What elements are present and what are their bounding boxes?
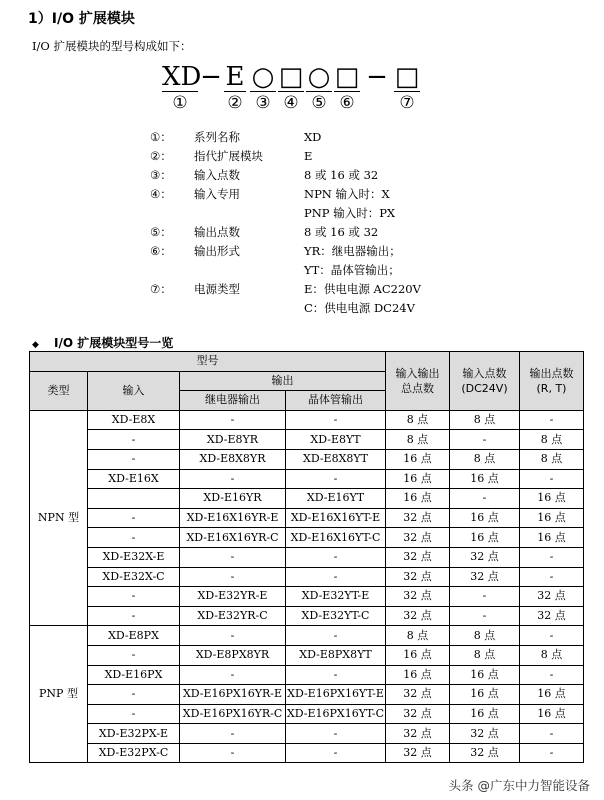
cell-input-points: - bbox=[450, 587, 520, 607]
legend-name: 电源类型 bbox=[194, 282, 240, 296]
cell-input-points: 16 点 bbox=[450, 704, 520, 724]
cell-total-points: 32 点 bbox=[386, 547, 450, 567]
legend-name: 输出点数 bbox=[194, 225, 240, 239]
cell-output-points: 32 点 bbox=[520, 587, 584, 607]
model-code-formula bbox=[162, 62, 432, 120]
cell-input-model: - bbox=[88, 645, 180, 665]
cell-relay-model: - bbox=[180, 724, 286, 744]
cell-transistor-model: - bbox=[286, 626, 386, 646]
cell-input-points: 8 点 bbox=[450, 449, 520, 469]
table-row bbox=[30, 430, 584, 450]
code-segment: XD bbox=[162, 62, 202, 92]
header-input-points-line2: (DC24V) bbox=[461, 381, 508, 395]
legend-value: YT：晶体管输出； bbox=[304, 263, 400, 277]
cell-relay-model: XD-E8PX8YR bbox=[180, 645, 286, 665]
cell-relay-model: - bbox=[180, 410, 286, 430]
header-input-points bbox=[450, 352, 520, 411]
code-marker: ① bbox=[172, 93, 188, 113]
legend-row bbox=[150, 204, 454, 223]
cell-input-points: 16 点 bbox=[450, 685, 520, 705]
cell-total-points: 16 点 bbox=[386, 665, 450, 685]
legend-value: E：供电电源 AC220V bbox=[304, 282, 421, 296]
cell-input-model: XD-E32PX-C bbox=[88, 743, 180, 763]
cell-relay-model: - bbox=[180, 547, 286, 567]
cell-relay-model: XD-E16YR bbox=[180, 489, 286, 509]
cell-transistor-model: - bbox=[286, 665, 386, 685]
cell-transistor-model: - bbox=[286, 410, 386, 430]
code-dash: − bbox=[366, 62, 388, 92]
model-list-title bbox=[32, 334, 173, 351]
cell-input-points: - bbox=[450, 489, 520, 509]
cell-input-model: XD-E32X-E bbox=[88, 547, 180, 567]
table-row bbox=[30, 469, 584, 489]
code-circle: ○ bbox=[251, 62, 275, 92]
cell-input-points: 32 点 bbox=[450, 547, 520, 567]
legend-number: ③： bbox=[150, 168, 172, 182]
legend-name: 输入专用 bbox=[194, 187, 240, 201]
legend-value: E bbox=[304, 149, 313, 163]
cell-input-points: 8 点 bbox=[450, 410, 520, 430]
code-marker: ⑦ bbox=[399, 93, 415, 113]
cell-transistor-model: - bbox=[286, 547, 386, 567]
cell-total-points: 8 点 bbox=[386, 430, 450, 450]
table-row bbox=[30, 508, 584, 528]
legend-number: ⑥： bbox=[150, 244, 172, 258]
cell-type: PNP 型 bbox=[30, 626, 88, 763]
legend-number: ④： bbox=[150, 187, 172, 201]
cell-total-points: 32 点 bbox=[386, 704, 450, 724]
cell-input-points: 32 点 bbox=[450, 724, 520, 744]
cell-total-points: 32 点 bbox=[386, 743, 450, 763]
cell-total-points: 16 点 bbox=[386, 449, 450, 469]
legend-name: 输入点数 bbox=[194, 168, 240, 182]
cell-input-points: - bbox=[450, 606, 520, 626]
cell-input-points: 8 点 bbox=[450, 626, 520, 646]
code-square: □ bbox=[394, 62, 420, 92]
cell-total-points: 32 点 bbox=[386, 508, 450, 528]
legend-row bbox=[150, 166, 454, 185]
cell-relay-model: XD-E16X16YR-C bbox=[180, 528, 286, 548]
cell-input-model: XD-E8PX bbox=[88, 626, 180, 646]
cell-input-points: 8 点 bbox=[450, 645, 520, 665]
cell-total-points: 16 点 bbox=[386, 469, 450, 489]
header-model: 型号 bbox=[30, 352, 386, 372]
cell-output-points: - bbox=[520, 410, 584, 430]
table-row bbox=[30, 743, 584, 763]
code-dash: − bbox=[200, 62, 222, 92]
cell-input-model: - bbox=[88, 528, 180, 548]
legend-value: NPN 输入时：X bbox=[304, 187, 390, 201]
legend-name: 输出形式 bbox=[194, 244, 240, 258]
legend-value: PNP 输入时：PX bbox=[304, 206, 396, 220]
table-row bbox=[30, 449, 584, 469]
code-circle: ○ bbox=[307, 62, 331, 92]
cell-input-model: XD-E32PX-E bbox=[88, 724, 180, 744]
code-segment: E bbox=[225, 62, 245, 92]
cell-transistor-model: XD-E16X16YT-C bbox=[286, 528, 386, 548]
cell-input-model: XD-E16PX bbox=[88, 665, 180, 685]
header-output-points-line2: (R, T) bbox=[536, 381, 567, 395]
table-row bbox=[30, 410, 584, 430]
header-output-points-line1: 输出点数 bbox=[529, 366, 574, 380]
cell-total-points: 32 点 bbox=[386, 724, 450, 744]
table-row bbox=[30, 685, 584, 705]
intro-text: I/O 扩展模块的型号构成如下： bbox=[32, 39, 192, 53]
code-marker: ⑥ bbox=[339, 93, 355, 113]
legend-row bbox=[150, 242, 454, 261]
bullet-icon: ◆ bbox=[32, 340, 39, 350]
table-row bbox=[30, 528, 584, 548]
cell-output-points: - bbox=[520, 626, 584, 646]
code-square: □ bbox=[334, 62, 360, 92]
cell-input-model: - bbox=[88, 587, 180, 607]
legend-value: C：供电电源 DC24V bbox=[304, 301, 415, 315]
cell-transistor-model: - bbox=[286, 469, 386, 489]
cell-input-points: 16 点 bbox=[450, 665, 520, 685]
cell-input-points: 16 点 bbox=[450, 469, 520, 489]
header-transistor-output: 晶体管输出 bbox=[286, 391, 386, 411]
cell-output-points: 16 点 bbox=[520, 704, 584, 724]
header-relay-output: 继电器输出 bbox=[180, 391, 286, 411]
cell-total-points: 32 点 bbox=[386, 528, 450, 548]
cell-output-points: - bbox=[520, 724, 584, 744]
legend-row bbox=[150, 223, 454, 242]
code-legend bbox=[150, 128, 454, 318]
cell-output-points: 16 点 bbox=[520, 489, 584, 509]
table-body bbox=[30, 410, 584, 763]
cell-input-model: - bbox=[88, 430, 180, 450]
cell-total-points: 32 点 bbox=[386, 567, 450, 587]
code-marker: ⑤ bbox=[311, 93, 327, 113]
table-row bbox=[30, 704, 584, 724]
code-marker: ② bbox=[227, 93, 243, 113]
header-input-points-line1: 输入点数 bbox=[462, 366, 507, 380]
cell-total-points: 32 点 bbox=[386, 587, 450, 607]
cell-output-points: - bbox=[520, 665, 584, 685]
cell-output-points: 16 点 bbox=[520, 508, 584, 528]
cell-relay-model: XD-E32YR-E bbox=[180, 587, 286, 607]
cell-input-points: - bbox=[450, 430, 520, 450]
cell-transistor-model: - bbox=[286, 724, 386, 744]
cell-relay-model: - bbox=[180, 469, 286, 489]
header-input: 输入 bbox=[88, 371, 180, 410]
cell-transistor-model: - bbox=[286, 567, 386, 587]
cell-relay-model: XD-E16PX16YR-C bbox=[180, 704, 286, 724]
cell-output-points: - bbox=[520, 547, 584, 567]
cell-transistor-model: XD-E8X8YT bbox=[286, 449, 386, 469]
model-table bbox=[29, 351, 584, 763]
cell-output-points: - bbox=[520, 469, 584, 489]
header-total-line2: 总点数 bbox=[401, 381, 434, 395]
watermark-text: 头条 @广东中力智能设备 bbox=[448, 778, 590, 793]
cell-total-points: 8 点 bbox=[386, 626, 450, 646]
legend-row bbox=[150, 128, 454, 147]
table-row bbox=[30, 606, 584, 626]
code-marker: ③ bbox=[255, 93, 271, 113]
legend-value: 8 或 16 或 32 bbox=[304, 168, 379, 182]
cell-input-model: XD-E32X-C bbox=[88, 567, 180, 587]
legend-name: 系列名称 bbox=[194, 130, 240, 144]
table-row bbox=[30, 724, 584, 744]
cell-input-model: XD-E8X bbox=[88, 410, 180, 430]
model-list-title-text: I/O 扩展模块型号一览 bbox=[54, 336, 174, 350]
code-marker: ④ bbox=[283, 93, 299, 113]
header-total-points bbox=[386, 352, 450, 411]
cell-total-points: 32 点 bbox=[386, 606, 450, 626]
table-row bbox=[30, 489, 584, 509]
table-row bbox=[30, 626, 584, 646]
cell-total-points: 32 点 bbox=[386, 685, 450, 705]
cell-total-points: 8 点 bbox=[386, 410, 450, 430]
legend-number: ①： bbox=[150, 130, 172, 144]
cell-relay-model: XD-E32YR-C bbox=[180, 606, 286, 626]
legend-name: 指代扩展模块 bbox=[194, 149, 263, 163]
cell-input-points: 16 点 bbox=[450, 528, 520, 548]
cell-transistor-model: XD-E32YT-E bbox=[286, 587, 386, 607]
cell-input-points: 16 点 bbox=[450, 508, 520, 528]
cell-input-model bbox=[88, 489, 180, 509]
header-output-points bbox=[520, 352, 584, 411]
cell-input-model: - bbox=[88, 704, 180, 724]
table-header bbox=[30, 352, 584, 411]
legend-row bbox=[150, 299, 454, 318]
table-row bbox=[30, 665, 584, 685]
cell-relay-model: - bbox=[180, 743, 286, 763]
legend-number: ⑤： bbox=[150, 225, 172, 239]
cell-input-points: 32 点 bbox=[450, 567, 520, 587]
legend-row bbox=[150, 147, 454, 166]
cell-total-points: 16 点 bbox=[386, 489, 450, 509]
cell-output-points: 8 点 bbox=[520, 645, 584, 665]
table-row bbox=[30, 567, 584, 587]
code-square: □ bbox=[278, 62, 304, 92]
cell-relay-model: - bbox=[180, 567, 286, 587]
legend-row bbox=[150, 261, 454, 280]
table-row bbox=[30, 645, 584, 665]
cell-transistor-model: XD-E16PX16YT-C bbox=[286, 704, 386, 724]
legend-row bbox=[150, 185, 454, 204]
cell-transistor-model: XD-E8PX8YT bbox=[286, 645, 386, 665]
cell-output-points: 16 点 bbox=[520, 528, 584, 548]
cell-transistor-model: - bbox=[286, 743, 386, 763]
cell-input-model: - bbox=[88, 685, 180, 705]
cell-input-points: 32 点 bbox=[450, 743, 520, 763]
cell-relay-model: XD-E8X8YR bbox=[180, 449, 286, 469]
cell-output-points: - bbox=[520, 567, 584, 587]
cell-output-points: 16 点 bbox=[520, 685, 584, 705]
cell-relay-model: - bbox=[180, 626, 286, 646]
cell-relay-model: - bbox=[180, 665, 286, 685]
cell-relay-model: XD-E16X16YR-E bbox=[180, 508, 286, 528]
cell-transistor-model: XD-E8YT bbox=[286, 430, 386, 450]
legend-value: YR：继电器输出； bbox=[304, 244, 401, 258]
section-title: 1）I/O 扩展模块 bbox=[28, 11, 135, 27]
cell-relay-model: XD-E8YR bbox=[180, 430, 286, 450]
cell-total-points: 16 点 bbox=[386, 645, 450, 665]
cell-output-points: 8 点 bbox=[520, 449, 584, 469]
legend-number: ②： bbox=[150, 149, 172, 163]
table-row bbox=[30, 587, 584, 607]
cell-output-points: - bbox=[520, 743, 584, 763]
cell-transistor-model: XD-E16X16YT-E bbox=[286, 508, 386, 528]
table-row bbox=[30, 547, 584, 567]
header-type: 类型 bbox=[30, 371, 88, 410]
legend-number: ⑦： bbox=[150, 282, 172, 296]
legend-value: 8 或 16 或 32 bbox=[304, 225, 379, 239]
cell-input-model: - bbox=[88, 508, 180, 528]
cell-input-model: - bbox=[88, 606, 180, 626]
cell-input-model: - bbox=[88, 449, 180, 469]
cell-relay-model: XD-E16PX16YR-E bbox=[180, 685, 286, 705]
cell-transistor-model: XD-E16YT bbox=[286, 489, 386, 509]
legend-value: XD bbox=[304, 130, 322, 144]
cell-input-model: XD-E16X bbox=[88, 469, 180, 489]
header-output: 输出 bbox=[180, 371, 386, 391]
legend-row bbox=[150, 280, 454, 299]
cell-type: NPN 型 bbox=[30, 410, 88, 626]
header-total-line1: 输入输出 bbox=[395, 366, 440, 380]
cell-output-points: 8 点 bbox=[520, 430, 584, 450]
cell-transistor-model: XD-E32YT-C bbox=[286, 606, 386, 626]
cell-output-points: 32 点 bbox=[520, 606, 584, 626]
cell-transistor-model: XD-E16PX16YT-E bbox=[286, 685, 386, 705]
